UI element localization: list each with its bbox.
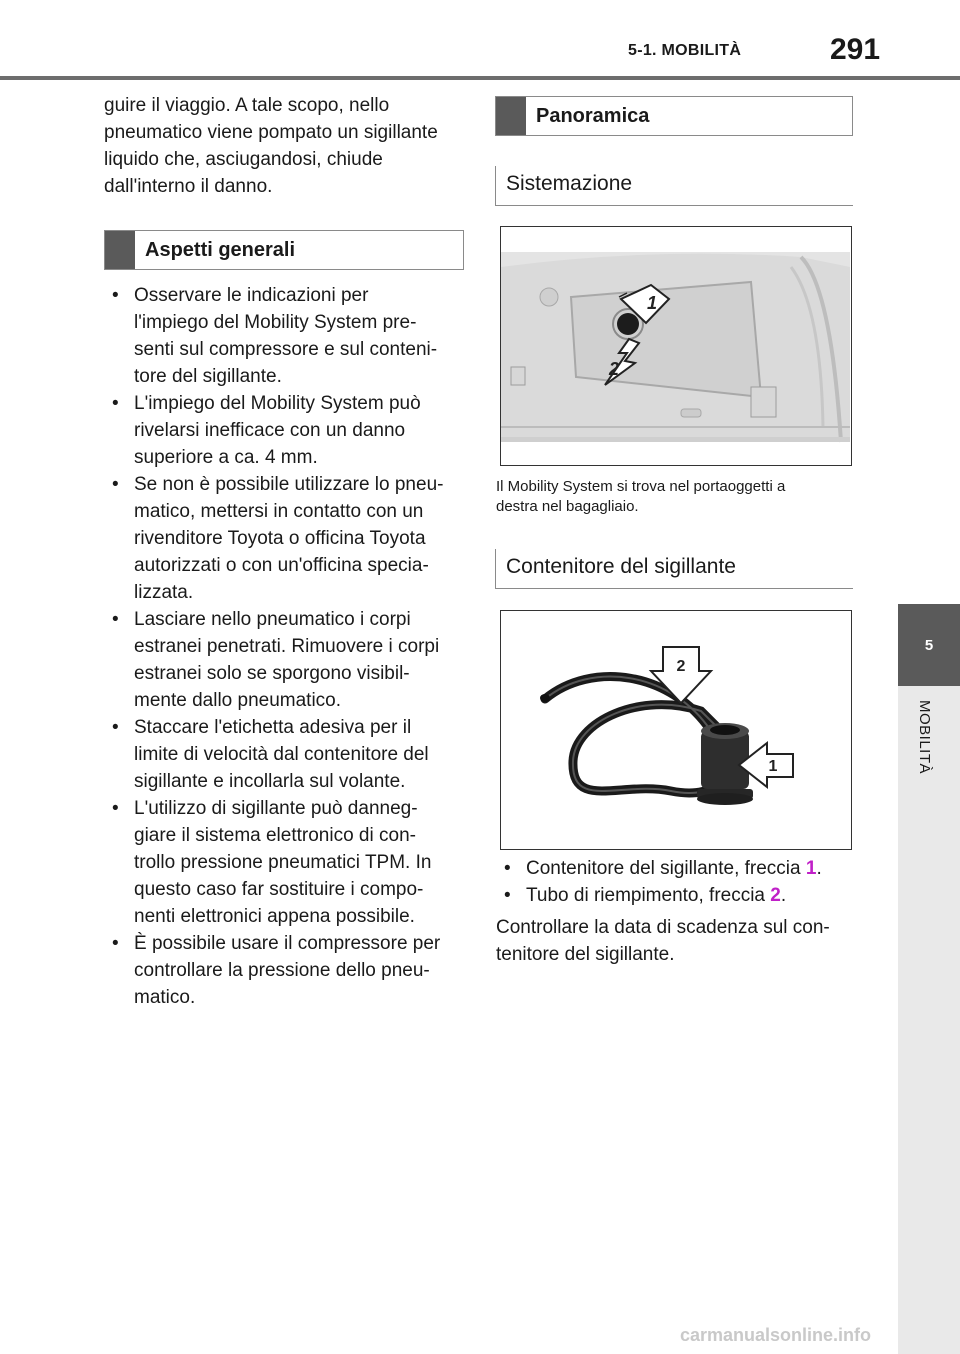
bullet-line: • L'utilizzo di sigillante può danneg- <box>134 798 418 819</box>
intro-line: pneumatico viene pompato un sigillante <box>104 122 438 143</box>
bullet-line: controllare la pressione dello pneu- <box>134 960 430 981</box>
bullet-text: Contenitore del sigillante, freccia <box>526 858 806 879</box>
list-item <box>104 930 466 1011</box>
bullet-line: estranei solo se sporgono visibil- <box>134 663 410 684</box>
list-item <box>496 882 858 909</box>
bullet-line: rivelarsi inefficace con un danno <box>134 420 406 441</box>
general-bullets <box>104 282 466 1011</box>
subheading-text: Contenitore del sigillante <box>506 555 736 578</box>
closing-line: Controllare la data di scadenza sul con- <box>496 917 830 938</box>
bullet-line: limite di velocità dal contenitore del <box>134 744 429 765</box>
figure-label: 1 <box>647 293 658 313</box>
bullet-line: senti sul compressore e sul conteni- <box>134 339 438 360</box>
intro-line: dall'interno il danno. <box>104 176 273 197</box>
list-item <box>104 606 466 714</box>
bullet-line: lizzata. <box>134 582 194 603</box>
figure-label: 2 <box>609 359 620 379</box>
list-item <box>104 282 466 390</box>
heading-panoramica <box>495 96 853 136</box>
bullet-line: matico, mettersi in contatto con un <box>134 501 424 522</box>
bullet-line: questo caso far sostituire i compo- <box>134 879 424 900</box>
subheading-contenitore <box>495 549 853 589</box>
list-item <box>104 471 466 606</box>
heading-bar <box>105 231 135 269</box>
caption-line: Il Mobility System si trova nel portaoggetti a <box>496 478 786 495</box>
bullet-line: tore del sigillante. <box>134 366 282 387</box>
list-item <box>104 714 466 795</box>
subheading-text: Sistemazione <box>506 172 633 195</box>
trunk-illustration <box>501 227 850 464</box>
figure-sealant-container <box>500 610 852 850</box>
bullet-line: nenti elettronici appena possibile. <box>134 906 415 927</box>
chapter-label: MOBILITÀ <box>916 700 933 775</box>
arrow-number: 1 <box>805 858 817 879</box>
bullet-text: Tubo di riempimento, freccia <box>526 885 771 906</box>
intro-line: liquido che, asciugandosi, chiude <box>104 149 383 170</box>
header-divider <box>0 76 960 80</box>
chapter-number: 5 <box>924 636 934 654</box>
bullet-line: l'impiego del Mobility System pre- <box>134 312 417 333</box>
bullet-line: • Se non è possibile utilizzare lo pneu- <box>134 474 444 495</box>
list-item <box>496 855 858 882</box>
bullet-line: trollo pressione pneumatici TPM. In <box>134 852 432 873</box>
intro-line: guire il viaggio. A tale scopo, nello <box>104 95 390 116</box>
intro-paragraph <box>104 92 464 200</box>
list-item <box>104 795 466 930</box>
bullet-line: matico. <box>134 987 196 1008</box>
bullet-period: . <box>780 885 787 906</box>
closing-paragraph <box>496 914 858 968</box>
heading-text: Aspetti generali <box>145 239 296 261</box>
bullet-line: • L'impiego del Mobility System può <box>134 393 421 414</box>
bullet-line: rivenditore Toyota o officina Toyota <box>134 528 426 549</box>
list-item <box>104 390 466 471</box>
heading-aspetti-generali <box>104 230 464 270</box>
closing-line: tenitore del sigillante. <box>496 944 675 965</box>
bullet-line: sigillante e incollarla sul volante. <box>134 771 406 792</box>
figure-trunk-compartment <box>500 226 852 466</box>
bullet-line: • Lasciare nello pneumatico i corpi <box>134 609 411 630</box>
bullet-period: . <box>816 858 822 879</box>
chapter-tab[interactable] <box>898 604 960 686</box>
caption-line: destra nel bagagliaio. <box>496 498 639 515</box>
subheading-sistemazione <box>495 166 853 206</box>
chapter-strip <box>898 686 960 1354</box>
heading-text: Panoramica <box>536 105 650 127</box>
bullet-line: • È possibile usare il compressore per <box>134 933 441 954</box>
watermark: carmanualsonline.info <box>680 1325 872 1345</box>
heading-bar <box>496 97 526 135</box>
page-number: 291 <box>830 33 881 66</box>
overview-bullets <box>496 855 858 909</box>
bullet-line: superiore a ca. 4 mm. <box>134 447 318 468</box>
section-title: 5-1. MOBILITÀ <box>628 42 742 59</box>
bullet-line: • Staccare l'etichetta adesiva per il <box>134 717 412 738</box>
bullet-line: autorizzati o con un'officina specia- <box>134 555 429 576</box>
bullet-line: • Osservare le indicazioni per <box>134 285 369 306</box>
bullet-line: estranei penetrati. Rimuovere i corpi <box>134 636 440 657</box>
bullet-line: mente dallo pneumatico. <box>134 690 342 711</box>
bullet-line: giare il sistema elettronico di con- <box>134 825 416 846</box>
figure-label: 1 <box>768 758 778 775</box>
sealant-illustration <box>501 611 850 848</box>
figure-caption <box>496 477 856 517</box>
arrow-number: 2 <box>770 885 781 906</box>
figure-label: 2 <box>676 658 686 675</box>
